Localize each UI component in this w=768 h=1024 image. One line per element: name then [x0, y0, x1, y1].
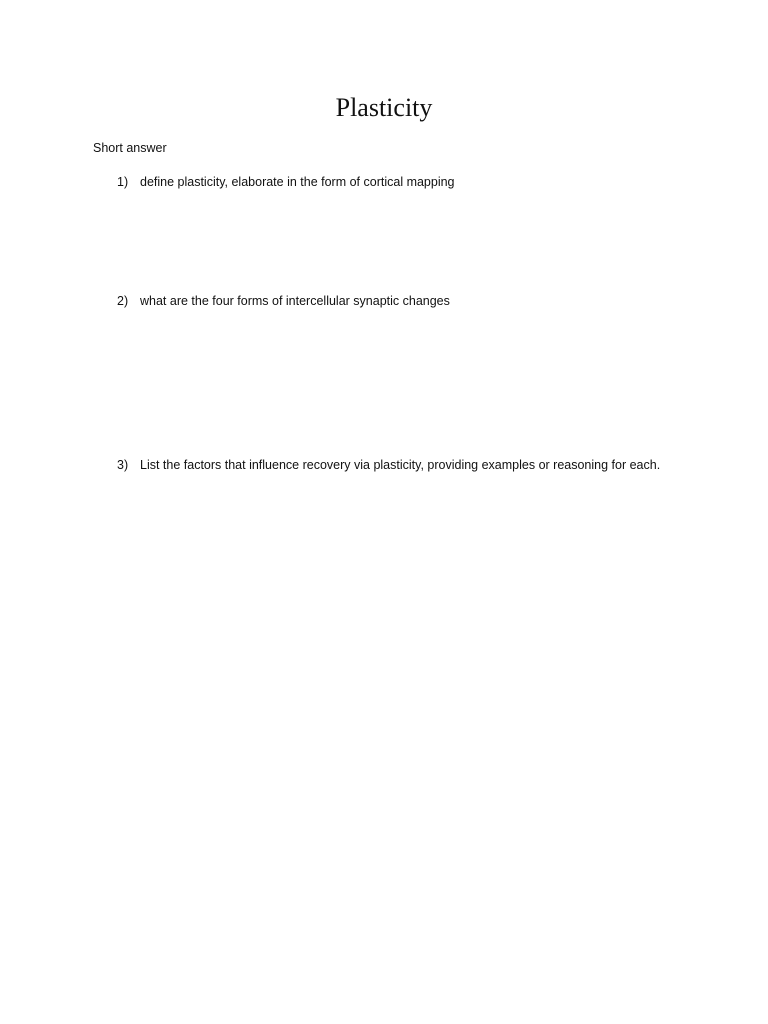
- question-item-2: [117, 291, 677, 312]
- page-title: Plasticity: [335, 93, 433, 122]
- question-item-3: [117, 455, 677, 476]
- section-label: Short answer: [93, 141, 167, 155]
- question-number: 1): [117, 175, 129, 189]
- question-number: 3): [117, 458, 129, 472]
- question-text: what are the four forms of intercellular synaptic changes: [140, 294, 450, 308]
- question-number: 2): [117, 294, 129, 308]
- question-text: List the factors that influence recovery via plasticity, providing examples or reasoning for each.: [140, 458, 661, 472]
- question-item-1: [117, 172, 677, 193]
- question-text: define plasticity, elaborate in the form of cortical mapping: [140, 175, 455, 189]
